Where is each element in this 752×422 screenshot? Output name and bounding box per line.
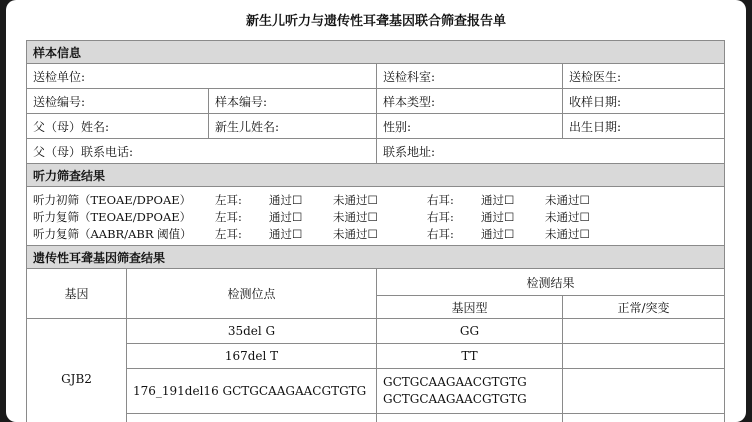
left-ear-label: 左耳: [215,227,242,241]
form-row [27,64,725,89]
site-cell [127,414,377,422]
left-pass-checkbox[interactable]: 通过☐ [269,227,303,241]
genotype-line: GCTGCAAGAACGTGTG [383,392,527,406]
genotype-cell: GG [377,319,563,344]
status-cell[interactable] [563,414,725,422]
site-cell: 176_191del16 GCTGCAAGAACGTGTG [127,369,377,414]
hearing-section-header [27,164,725,187]
gene-table-head [27,269,725,296]
right-fail-checkbox[interactable]: 未通过☐ [545,210,590,224]
form-row [27,139,725,164]
field-baby-name[interactable]: 新生儿姓名: [209,114,377,139]
right-ear-label: 右耳: [427,227,454,241]
gene-section-header [27,246,725,269]
field-sample-number[interactable]: 样本编号: [209,89,377,114]
field-send-unit[interactable]: 送检单位: [27,64,377,89]
section-title: 样本信息 [27,41,725,64]
col-header-status: 正常/突变 [563,296,725,319]
field-gender[interactable]: 性别: [377,114,563,139]
col-header-result: 检测结果 [377,269,725,296]
col-header-site: 检测位点 [127,269,377,319]
hearing-results-row [27,187,725,246]
col-header-gene: 基因 [27,269,127,319]
col-header-genotype: 基因型 [377,296,563,319]
section-title: 遗传性耳聋基因筛查结果 [27,246,725,269]
right-pass-checkbox[interactable]: 通过☐ [481,193,515,207]
site-cell: 167del T [127,344,377,369]
field-receive-date[interactable]: 收样日期: [563,89,725,114]
genotype-cell: TT [377,344,563,369]
hearing-line [33,192,718,209]
sample-section-header [27,41,725,64]
genotype-cell [377,414,563,422]
right-ear-label: 右耳: [427,210,454,224]
field-send-dept[interactable]: 送检科室: [377,64,563,89]
status-cell[interactable] [563,319,725,344]
right-fail-checkbox[interactable]: 未通过☐ [545,193,590,207]
left-pass-checkbox[interactable]: 通过☐ [269,193,303,207]
left-fail-checkbox[interactable]: 未通过☐ [333,210,378,224]
gene-name-cell: GJB2 [27,319,127,422]
field-send-doctor[interactable]: 送检医生: [563,64,725,89]
status-cell[interactable] [563,369,725,414]
test-name: 听力复筛（TEOAE/DPOAE） [33,210,192,224]
status-cell[interactable] [563,344,725,369]
test-name: 听力初筛（TEOAE/DPOAE） [33,193,192,207]
left-ear-label: 左耳: [215,193,242,207]
genotype-line: GCTGCAAGAACGTGTG [383,375,527,389]
left-ear-label: 左耳: [215,210,242,224]
field-address[interactable]: 联系地址: [377,139,725,164]
field-sample-type[interactable]: 样本类型: [377,89,563,114]
left-fail-checkbox[interactable]: 未通过☐ [333,193,378,207]
hearing-results-cell [27,187,725,246]
table-row [27,319,725,344]
table-row [27,344,725,369]
table-row [27,369,725,414]
form-row [27,114,725,139]
right-ear-label: 右耳: [427,193,454,207]
left-pass-checkbox[interactable]: 通过☐ [269,210,303,224]
report-title: 新生儿听力与遗传性耳聋基因联合筛查报告单 [245,14,506,29]
right-pass-checkbox[interactable]: 通过☐ [481,210,515,224]
table-row [27,414,725,422]
form-row [27,89,725,114]
field-send-number[interactable]: 送检编号: [27,89,209,114]
right-fail-checkbox[interactable]: 未通过☐ [545,227,590,241]
field-birth-date[interactable]: 出生日期: [563,114,725,139]
site-cell: 35del G [127,319,377,344]
test-name: 听力复筛（AABR/ABR 阈值） [33,227,192,241]
section-title: 听力筛查结果 [27,164,725,187]
field-parent-name[interactable]: 父（母）姓名: [27,114,209,139]
right-pass-checkbox[interactable]: 通过☐ [481,227,515,241]
field-parent-phone[interactable]: 父（母）联系电话: [27,139,377,164]
hearing-line [33,209,718,226]
report-sheet [6,0,746,422]
left-fail-checkbox[interactable]: 未通过☐ [333,227,378,241]
report-form [26,40,725,422]
hearing-line [33,226,718,243]
genotype-cell [377,369,563,414]
